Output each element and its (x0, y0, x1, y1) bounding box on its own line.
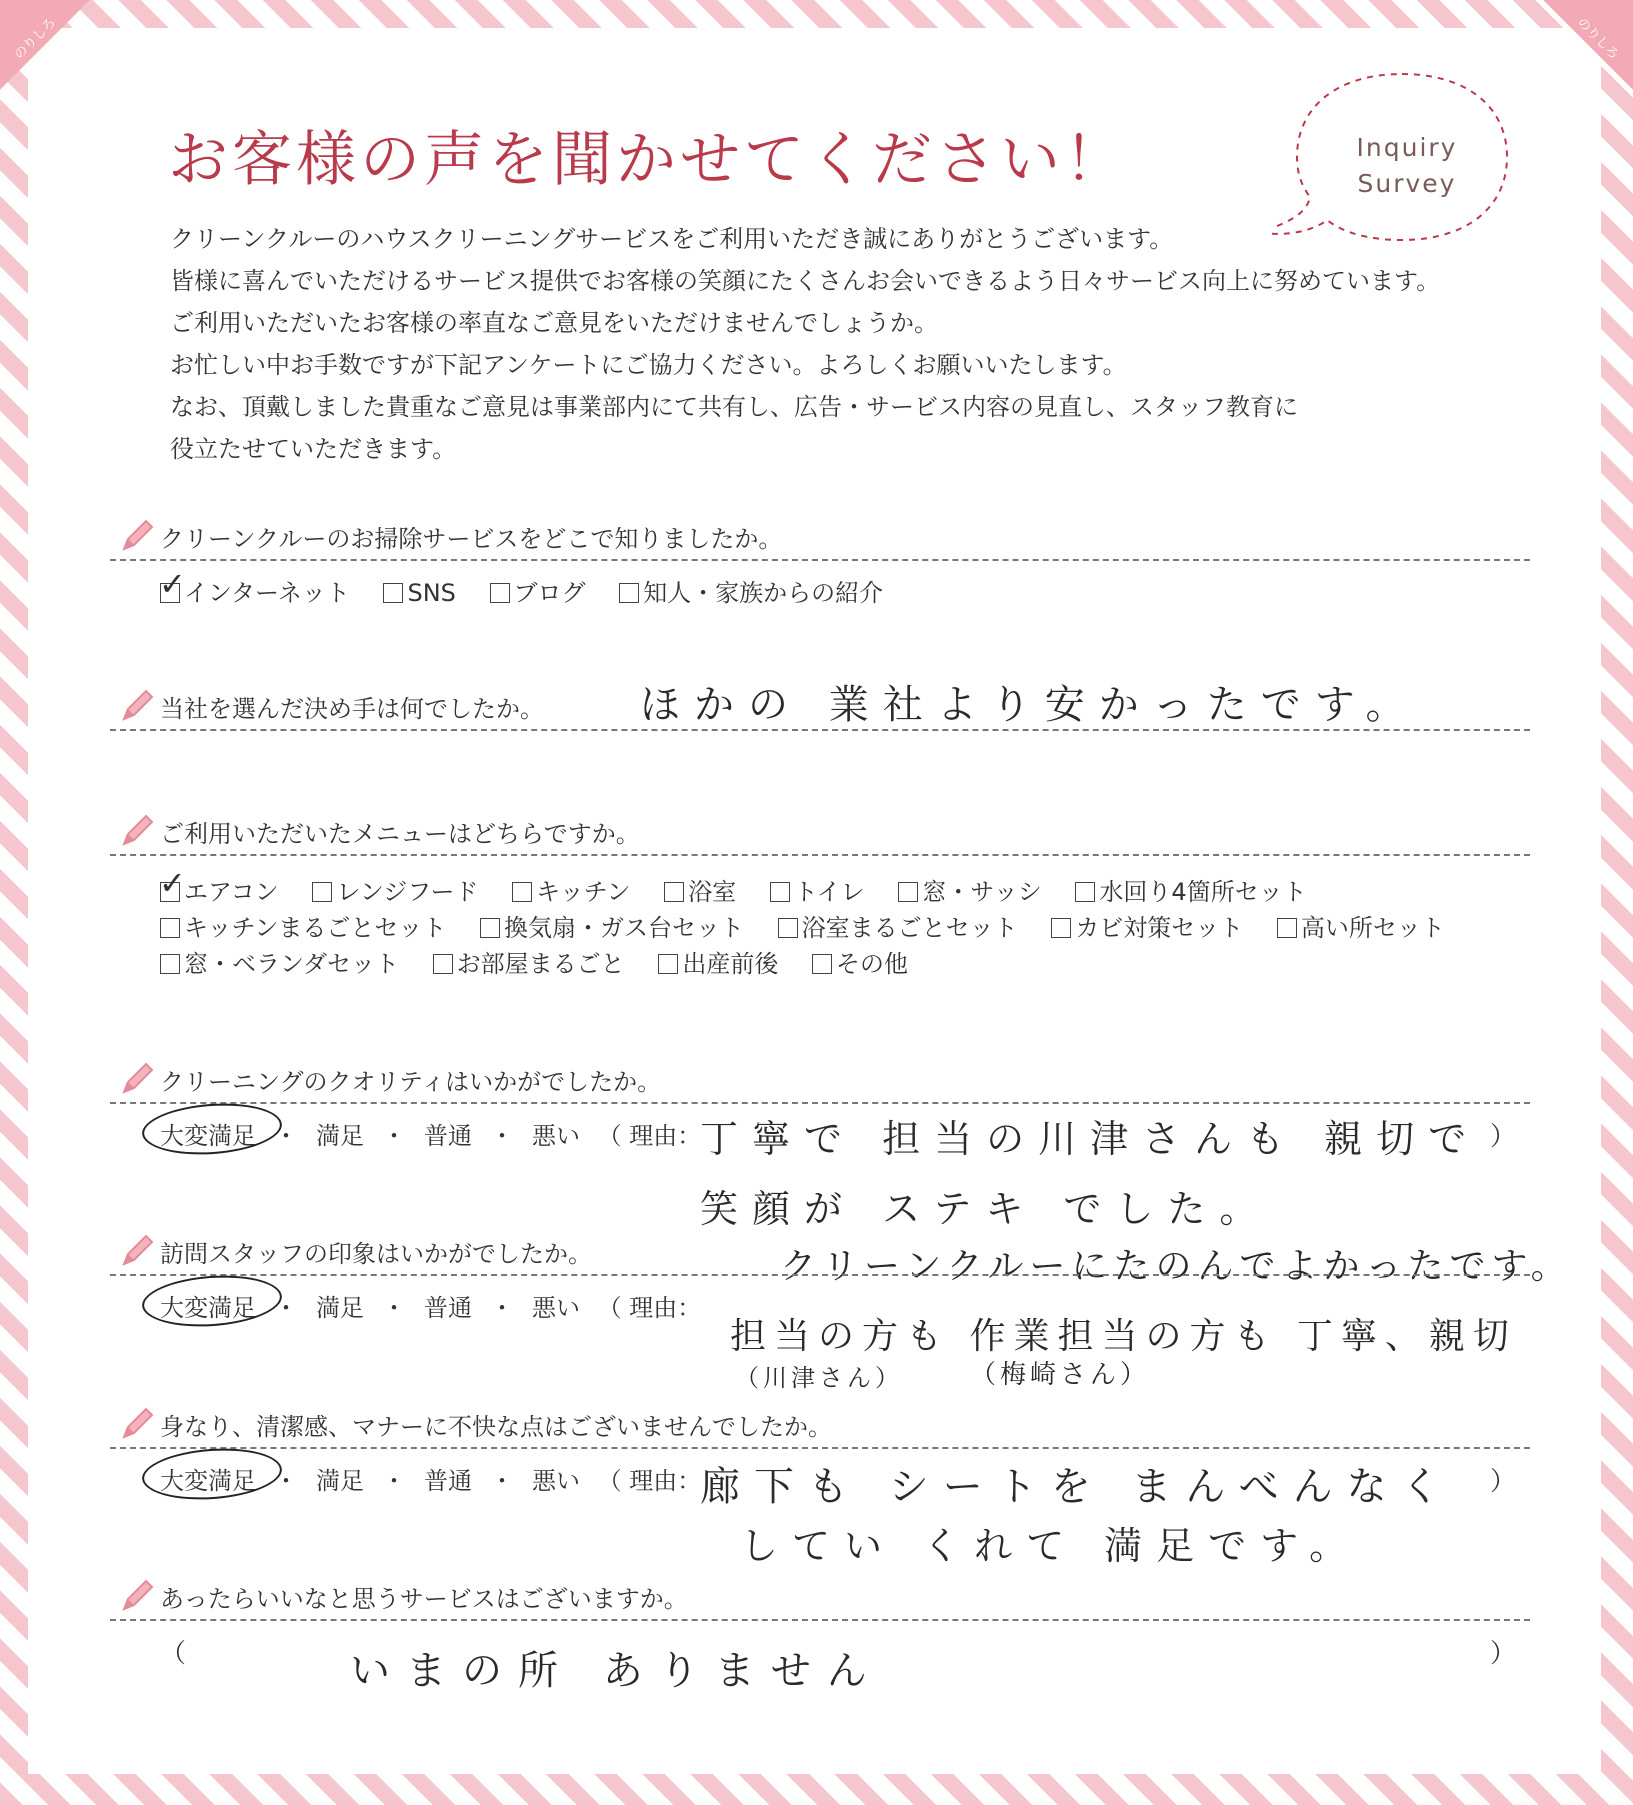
menu-options-row-2 (160, 908, 1471, 943)
glue-tab-label-right: のりしろ (1573, 15, 1622, 63)
rating-label: 大変満足 (160, 1294, 256, 1322)
handwritten-note-1: （川津さん） (735, 1364, 903, 1392)
rating-separator: ・ (490, 1122, 514, 1150)
dotted-divider (110, 1102, 1530, 1104)
rating-label: 満足 (316, 1122, 364, 1150)
question-how-found (110, 515, 1530, 607)
option-bathroom[interactable] (664, 872, 736, 907)
rating-separator: ・ (382, 1122, 406, 1150)
option-label: カビ対策セット (1075, 914, 1244, 942)
handwritten-answer-line-2: してい くれて 満足です。 (740, 1524, 1362, 1568)
checkbox[interactable] (619, 583, 639, 603)
rating-separator: ・ (274, 1122, 298, 1150)
rating-label: 普通 (424, 1294, 472, 1322)
checkbox[interactable] (490, 583, 510, 603)
rating-separator: ・ (382, 1467, 406, 1495)
dotted-divider (110, 854, 1530, 856)
intro-line: お忙しい中お手数ですが下記アンケートにご協力ください。よろしくお願いいたします。 (170, 351, 1127, 379)
question-row (110, 1058, 1530, 1098)
handwritten-answer-line-1: 廊下も シートを まんべんなく (700, 1464, 1455, 1510)
option-other[interactable] (812, 944, 908, 979)
question-row (110, 1575, 1530, 1615)
rating-label: 悪い (532, 1467, 580, 1495)
question-text: ご利用いただいたメニューはどちらですか。 (160, 820, 640, 848)
bubble-line-inquiry: Inquiry (1356, 133, 1458, 162)
handwritten-answer-line-1: 担当の方も 作業担当の方も 丁寧、親切 (730, 1316, 1517, 1357)
dotted-divider (110, 1447, 1530, 1449)
rating-satisfied[interactable] (316, 1288, 364, 1323)
rating-staff (160, 1288, 701, 1323)
option-label: 窓・サッシ (922, 878, 1042, 906)
rating-very-satisfied[interactable] (160, 1288, 256, 1323)
rating-satisfied[interactable] (316, 1116, 364, 1151)
option-range-hood[interactable] (312, 872, 478, 907)
rating-manners (160, 1461, 701, 1496)
rating-label: 普通 (424, 1122, 472, 1150)
glue-tab-left (0, 0, 90, 90)
question-text: あったらいいなと思うサービスはございますか。 (160, 1585, 688, 1613)
bubble-line-survey: Survey (1357, 169, 1457, 198)
pencil-icon (120, 1577, 156, 1613)
option-window-veranda-set[interactable] (160, 944, 399, 979)
checkbox[interactable] (658, 954, 678, 974)
question-deciding-factor (110, 682, 1530, 728)
checkbox[interactable] (383, 583, 403, 603)
paren-close: ） (1490, 1122, 1517, 1152)
option-fan-stove-set[interactable] (480, 908, 744, 943)
intro-line: ご利用いただいたお客様の率直なご意見をいただけませんでしょうか。 (170, 309, 938, 337)
option-label: 窓・ベランダセット (184, 950, 400, 978)
question-menu-used (110, 810, 1530, 978)
checkbox[interactable] (1075, 882, 1095, 902)
option-high-places-set[interactable] (1277, 908, 1445, 943)
rating-label: 満足 (316, 1294, 364, 1322)
rating-label: 悪い (532, 1294, 580, 1322)
page-title: お客様の声を聞かせてください！ (168, 125, 1128, 195)
question-staff-impression (110, 1230, 1530, 1392)
handwritten-answer-line-3: クリーンクルーにたのんでよかったです。 (780, 1246, 1573, 1287)
intro-paragraph (170, 218, 1570, 470)
handwritten-answer: いまの所 ありません (350, 1648, 883, 1694)
option-internet[interactable] (159, 565, 350, 608)
option-label: その他 (835, 950, 908, 978)
rating-separator: ・ (274, 1294, 298, 1322)
menu-options-row-1 (159, 864, 1333, 907)
option-label: SNS (407, 579, 456, 607)
question-text: 当社を選んだ決め手は何でしたか。 (160, 695, 544, 723)
rating-separator: ・ (382, 1294, 406, 1322)
option-label: 浴室 (688, 878, 737, 906)
rating-label: 大変満足 (160, 1122, 256, 1150)
option-kitchen[interactable] (512, 872, 630, 907)
option-bathroom-whole-set[interactable] (778, 908, 1018, 943)
option-sns[interactable] (383, 579, 455, 607)
rating-very-satisfied[interactable] (160, 1461, 256, 1496)
handwritten-answer-line-2: 笑顔が ステキ でした。 (700, 1187, 1272, 1231)
rating-quality (160, 1116, 701, 1151)
question-row (110, 1230, 1530, 1270)
rating-neutral[interactable] (424, 1288, 472, 1323)
pencil-icon (120, 517, 156, 553)
glue-tab-label-left: のりしろ (11, 15, 60, 63)
options-how-found (159, 565, 909, 608)
reason-label: （ 理由： (597, 1122, 702, 1150)
intro-line: 皆様に喜んでいただけるサービス提供でお客様の笑顔にたくさんお会いできるよう日々サービス向上に努めています。 (170, 267, 1441, 295)
option-maternity[interactable] (658, 944, 778, 979)
intro-line: クリーンクルーのハウスクリーニングサービスをご利用いただき誠にありがとうございます。 (170, 225, 1174, 253)
option-label: 水回り4箇所セット (1099, 878, 1307, 906)
rating-label: 普通 (424, 1467, 472, 1495)
reason-label: （ 理由： (597, 1467, 702, 1495)
option-label: お部屋まるごと (456, 950, 625, 978)
option-label: インターネット (184, 579, 350, 607)
menu-options-row-3 (160, 944, 934, 979)
rating-separator: ・ (490, 1467, 514, 1495)
handwritten-answer-line-1: 丁寧で 担当の川津さんも 親切で (700, 1117, 1481, 1161)
question-text: 訪問スタッフの印象はいかがでしたか。 (160, 1240, 592, 1268)
pencil-icon (120, 1232, 156, 1268)
paren-open: （ (160, 1639, 187, 1669)
intro-line: 役立たせていただきます。 (170, 435, 457, 463)
checkbox[interactable] (898, 882, 918, 902)
handwritten-answer: ほかの 業社より安かったです。 (640, 682, 1420, 728)
option-water-4-set[interactable] (1075, 872, 1306, 907)
dotted-divider (110, 559, 1530, 561)
option-label: 浴室まるごとセット (801, 914, 1018, 942)
checkbox[interactable] (778, 918, 798, 938)
option-label: キッチン (536, 878, 631, 906)
checkbox[interactable] (160, 954, 180, 974)
option-label: レンジフード (336, 878, 479, 906)
option-window-sash[interactable] (898, 872, 1042, 907)
rating-bad[interactable] (532, 1461, 580, 1496)
question-text: クリーニングのクオリティはいかがでしたか。 (160, 1068, 662, 1096)
reason-label: （ 理由： (597, 1294, 702, 1322)
checkbox[interactable] (1277, 918, 1297, 938)
option-label: 換気扇・ガス台セット (503, 914, 744, 942)
option-mold-set[interactable] (1051, 908, 1243, 943)
checkbox[interactable] (512, 882, 532, 902)
option-blog[interactable] (490, 573, 586, 608)
option-label: エアコン (184, 878, 279, 906)
option-kitchen-whole-set[interactable] (160, 908, 446, 943)
checkbox[interactable] (160, 918, 180, 938)
rating-satisfied[interactable] (316, 1461, 364, 1496)
rating-bad[interactable] (532, 1288, 580, 1323)
checkbox[interactable] (433, 954, 453, 974)
pencil-icon (120, 1405, 156, 1441)
dotted-divider (110, 1274, 1530, 1276)
option-whole-room[interactable] (433, 944, 625, 979)
option-label: キッチンまるごとセット (184, 914, 447, 942)
rating-very-satisfied[interactable] (160, 1116, 256, 1151)
checkbox[interactable] (812, 954, 832, 974)
pencil-icon (120, 1060, 156, 1096)
question-row (110, 515, 1530, 555)
paren-close: ） (1490, 1639, 1517, 1669)
dotted-divider (110, 1619, 1530, 1621)
handwritten-check-icon: ✓ (159, 565, 186, 603)
option-label: 知人・家族からの紹介 (643, 579, 884, 607)
option-label: 出産前後 (682, 950, 779, 978)
rating-label: 大変満足 (160, 1467, 256, 1495)
option-label: ブログ (513, 579, 586, 607)
glue-tab-right (1543, 0, 1633, 90)
rating-label: 悪い (532, 1122, 580, 1150)
checkbox[interactable] (159, 565, 186, 603)
option-aircon[interactable] (159, 864, 279, 907)
question-row (110, 810, 1530, 850)
question-wish-service (110, 1575, 1530, 1694)
option-label: トイレ (793, 878, 865, 906)
rating-bad[interactable] (532, 1116, 580, 1151)
question-text: 身なり、清潔感、マナーに不快な点はございませんでしたか。 (160, 1413, 832, 1441)
pencil-icon (120, 812, 156, 848)
pencil-icon (120, 687, 156, 723)
question-manners (110, 1403, 1530, 1568)
checkbox[interactable] (664, 882, 684, 902)
question-row (110, 1403, 1530, 1443)
rating-neutral[interactable] (424, 1116, 472, 1151)
bubble-text (1332, 130, 1482, 202)
rating-separator: ・ (490, 1294, 514, 1322)
rating-separator: ・ (274, 1467, 298, 1495)
option-toilet[interactable] (770, 872, 865, 907)
question-text: クリーンクルーのお掃除サービスをどこで知りましたか。 (160, 525, 783, 553)
checkbox[interactable] (480, 918, 500, 938)
option-label: 高い所セット (1300, 914, 1445, 942)
option-referral[interactable] (619, 573, 883, 608)
intro-line: なお、頂戴しました貴重なご意見は事業部内にて共有し、広告・サービス内容の見直し、スタッフ教育に (170, 393, 1298, 421)
paren-close: ） (1490, 1467, 1517, 1497)
handwritten-check-icon: ✓ (159, 864, 186, 902)
checkbox[interactable] (159, 864, 186, 902)
checkbox[interactable] (312, 882, 332, 902)
rating-neutral[interactable] (424, 1461, 472, 1496)
rating-label: 満足 (316, 1467, 364, 1495)
checkbox[interactable] (770, 882, 790, 902)
checkbox[interactable] (1051, 918, 1071, 938)
handwritten-note-2: （梅崎さん） (970, 1360, 1151, 1390)
